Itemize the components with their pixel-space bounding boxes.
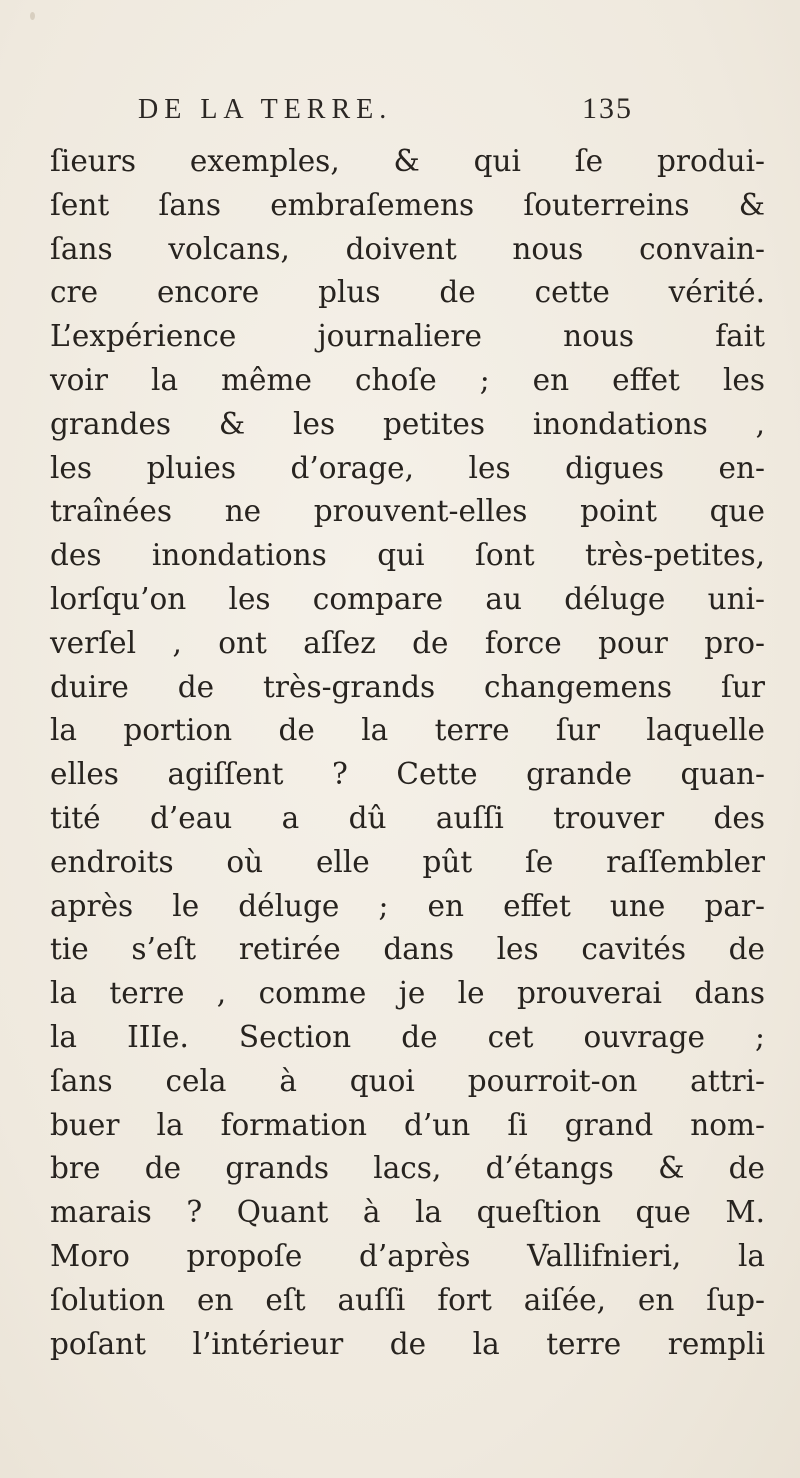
text-line: L’expérience journaliere nous fait: [50, 319, 765, 354]
text-line: la IIIe. Section de cet ouvrage ;: [50, 1019, 765, 1054]
text-line: verſel , ont aſſez de force pour pro-: [50, 625, 765, 660]
text-line: tité d’eau a dû auſſi trouver des: [50, 800, 765, 835]
text-line: marais ? Quant à la queſtion que M.: [50, 1195, 765, 1230]
text-line: la terre , comme je le prouverai dans: [50, 976, 765, 1011]
text-line: endroits où elle pût ſe raſſembler: [50, 844, 765, 879]
text-line: grandes & les petites inondations ,: [50, 406, 765, 441]
text-line: bre de grands lacs, d’étangs & de: [50, 1151, 765, 1186]
text-line: ſent ſans embraſemens ſouterreins &: [50, 187, 765, 222]
text-line: buer la formation d’un ſi grand nom-: [50, 1107, 765, 1142]
text-line: cre encore plus de cette vérité.: [50, 275, 765, 310]
text-line: ſans volcans, doivent nous convain-: [50, 231, 765, 266]
text-line: ſolution en eſt auſſi fort aiſée, en ſup-: [50, 1282, 765, 1317]
page-number: 135: [582, 92, 633, 125]
page-header: [138, 80, 658, 140]
text-line: voir la même choſe ; en effet les: [50, 362, 765, 397]
running-head: DE LA TERRE.: [138, 94, 393, 125]
text-line: ſans cela à quoi pourroit-on attri-: [50, 1063, 765, 1098]
text-line: lorſqu’on les compare au déluge uni-: [50, 581, 765, 616]
text-line: tie s’eſt retirée dans les cavités de: [50, 932, 765, 967]
text-line: elles agiſſent ? Cette grande quan-: [50, 757, 765, 792]
text-line: la portion de la terre ſur laquelle: [50, 713, 765, 748]
text-line: après le déluge ; en effet une par-: [50, 888, 765, 923]
text-line: poſant l’intérieur de la terre rempli: [50, 1326, 765, 1361]
text-line: duire de très-grands changemens ſur: [50, 669, 765, 704]
text-line: les pluies d’orage, les digues en-: [50, 450, 765, 485]
text-line: ſieurs exemples, & qui ſe produi-: [50, 144, 765, 178]
text-line: des inondations qui ſont très-petites,: [50, 538, 765, 573]
text-line: traînées ne prouvent-elles point que: [50, 494, 765, 529]
body-text: [50, 140, 765, 1366]
paper-speck: [30, 12, 35, 20]
text-line: Moro propoſe d’après Vallifnieri, la: [50, 1238, 765, 1273]
